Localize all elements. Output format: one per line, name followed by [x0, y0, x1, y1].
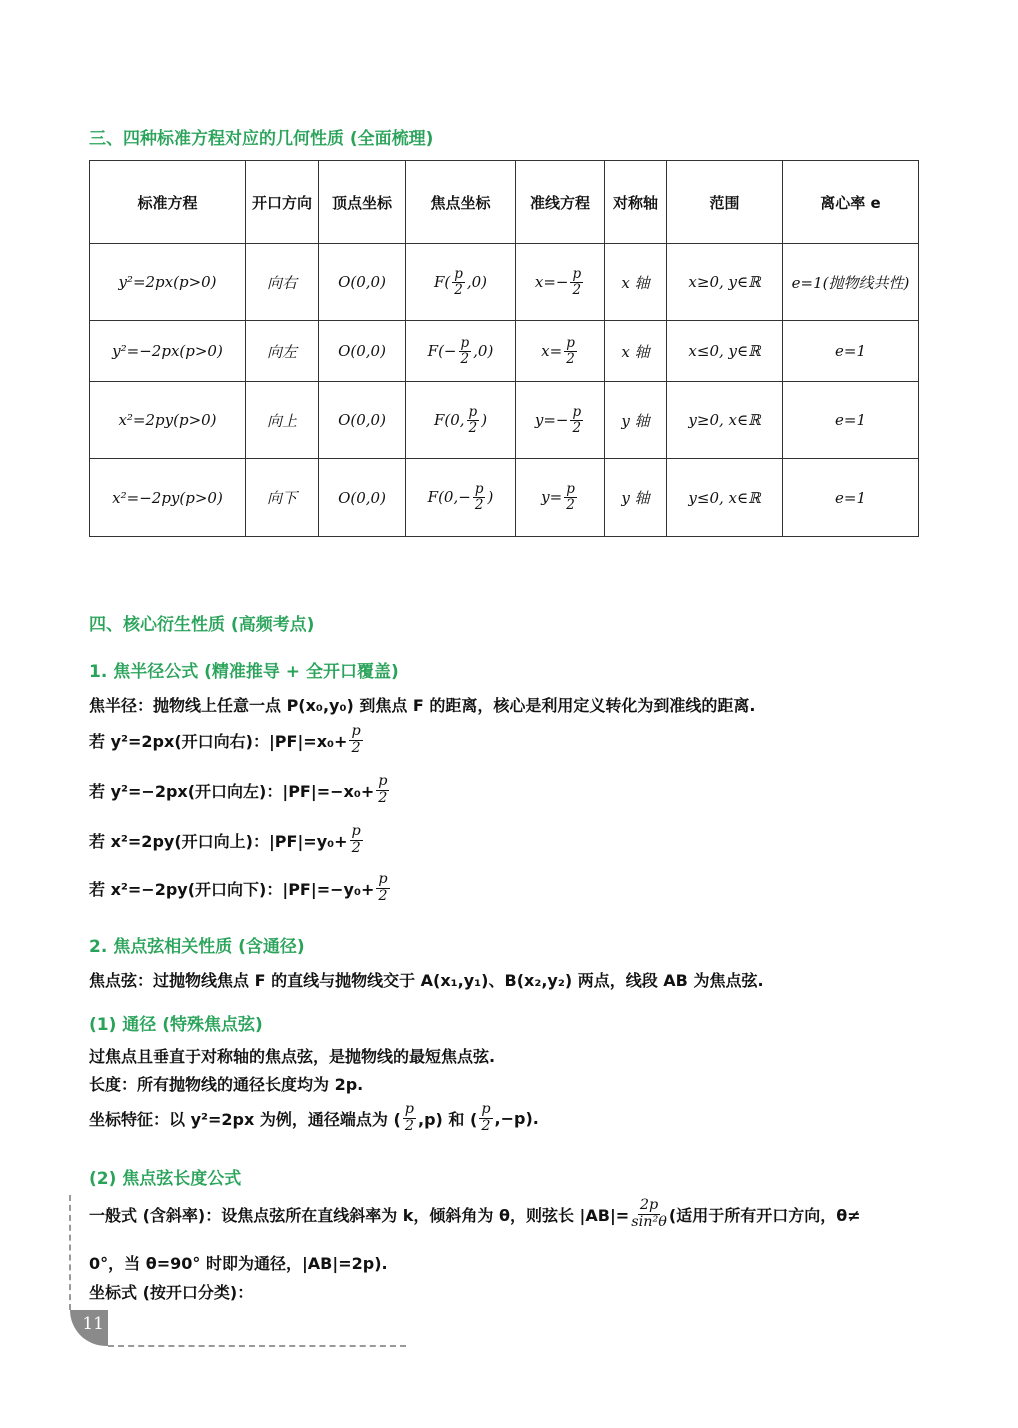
- section-heading: [89, 1164, 241, 1189]
- text-segment: y 轴: [621, 489, 650, 507]
- section-heading: [89, 932, 305, 957]
- text-segment: x≥0, y∈ℝ: [688, 273, 761, 291]
- text-segment: 向右: [266, 273, 297, 292]
- text-segment: 坐标式 (按开口分类)：: [89, 1283, 254, 1302]
- text-segment: 0°，当 θ=90° 时即为通径，|AB|=2p).: [89, 1254, 388, 1273]
- text-segment: 若 x²=−2py(开口向下)：|PF|=−y₀+: [89, 879, 375, 899]
- table-cell: [516, 459, 605, 537]
- column-header: 焦点坐标: [406, 161, 516, 244]
- table-cell: [783, 244, 919, 321]
- table-cell: [406, 459, 516, 537]
- text-line: [89, 693, 756, 716]
- table-cell: [319, 321, 406, 382]
- text-segment: x=−: [534, 272, 569, 291]
- text-segment: x 轴: [621, 342, 650, 361]
- numerator: p: [481, 1101, 491, 1117]
- numerator: p: [572, 403, 582, 420]
- section-heading: [89, 610, 314, 635]
- column-header: 对称轴: [605, 161, 667, 244]
- text-segment: 向左: [266, 342, 297, 361]
- text-segment: 焦点弦：过抛物线焦点 F 的直线与抛物线交于 A(x₁,y₁)、B(x₂,y₂) 两点，线段 AB 为焦点弦.: [89, 971, 764, 990]
- column-header: 顶点坐标: [319, 161, 406, 244]
- table-cell: [246, 321, 319, 382]
- numerator: 2p: [639, 1197, 659, 1213]
- numerator: p: [351, 723, 361, 739]
- table-cell: [605, 244, 667, 321]
- text-line: [89, 1044, 495, 1067]
- table-row: [90, 244, 919, 321]
- denominator: 2: [404, 1117, 414, 1134]
- numerator: p: [566, 334, 575, 351]
- text-segment: 向上: [266, 411, 297, 430]
- text-segment: ): [481, 410, 488, 429]
- table-cell: [605, 321, 667, 382]
- table-cell: [246, 382, 319, 459]
- text-segment: 2. 焦点弦相关性质 (含通径): [89, 937, 305, 957]
- text-segment: ,0): [466, 272, 488, 291]
- text-segment: ,p) 和 (: [418, 1109, 478, 1129]
- text-segment: e=1: [835, 411, 866, 429]
- text-segment: y²=−2px(p>0): [112, 342, 223, 360]
- dashed-border-left: [69, 1195, 71, 1310]
- fraction: [376, 774, 389, 807]
- page-number: 11: [70, 1310, 108, 1346]
- fraction: [376, 872, 389, 905]
- denominator: 2: [572, 419, 582, 436]
- table-cell: [783, 321, 919, 382]
- table-cell: [605, 382, 667, 459]
- text-segment: O(0,0): [338, 273, 386, 291]
- fraction: [349, 724, 362, 757]
- text-segment: x 轴: [621, 273, 650, 292]
- fraction: [452, 267, 465, 298]
- text-segment: e=1: [835, 342, 866, 360]
- column-header: 标准方程: [90, 161, 246, 244]
- text-segment: y=: [541, 488, 563, 506]
- table-cell: [90, 321, 246, 382]
- dashed-border-bottom: [108, 1345, 406, 1347]
- table-cell: [319, 244, 406, 321]
- text-segment: 长度：所有抛物线的通径长度均为 2p.: [89, 1075, 364, 1094]
- text-segment: 若 y²=−2px(开口向左)：|PF|=−x₀+: [89, 781, 375, 801]
- table-row: [90, 459, 919, 537]
- denominator: 2: [572, 281, 582, 298]
- text-line: [89, 1251, 388, 1274]
- denominator: sin²θ: [631, 1213, 667, 1230]
- numerator: p: [404, 1101, 414, 1117]
- table-cell: [667, 382, 783, 459]
- text-line: [89, 1102, 539, 1135]
- text-segment: ,0): [473, 341, 494, 360]
- table-cell: [516, 382, 605, 459]
- text-segment: 一般式 (含斜率)：设焦点弦所在直线斜率为 k，倾斜角为 θ，则弦长 |AB|=: [89, 1205, 630, 1225]
- table-cell: [516, 244, 605, 321]
- denominator: 2: [481, 1117, 491, 1134]
- text-segment: 若 x²=2py(开口向上)：|PF|=y₀+: [89, 831, 348, 851]
- table-cell: [605, 459, 667, 537]
- fraction: [564, 482, 577, 513]
- table-cell: [90, 382, 246, 459]
- column-header: 范围: [667, 161, 783, 244]
- table-cell: [516, 321, 605, 382]
- text-segment: F(: [433, 272, 451, 291]
- text-segment: 向下: [266, 489, 297, 507]
- fraction: [479, 1102, 492, 1135]
- numerator: p: [572, 265, 582, 282]
- denominator: 2: [460, 350, 470, 367]
- text-segment: 若 y²=2px(开口向右)：|PF|=x₀+: [89, 731, 348, 751]
- table-cell: [406, 321, 516, 382]
- text-segment: y 轴: [621, 411, 650, 430]
- text-segment: e=1(抛物线共性): [791, 273, 910, 292]
- text-line: [89, 774, 391, 807]
- text-line: [89, 1198, 861, 1231]
- numerator: p: [474, 481, 484, 498]
- fraction: [403, 1102, 416, 1135]
- section-heading: [89, 657, 399, 682]
- text-line: [89, 724, 365, 757]
- parabola-properties-table: [89, 160, 919, 537]
- table-cell: [783, 382, 919, 459]
- text-segment: ,−p).: [494, 1108, 539, 1128]
- table-cell: [246, 459, 319, 537]
- table-cell: [406, 244, 516, 321]
- text-segment: F(−: [427, 341, 457, 360]
- denominator: 2: [454, 281, 463, 298]
- numerator: p: [566, 481, 575, 498]
- denominator: 2: [468, 419, 478, 436]
- column-header: 离心率 e: [783, 161, 919, 244]
- denominator: 2: [351, 839, 361, 856]
- numerator: p: [460, 334, 470, 351]
- fraction: [467, 405, 480, 436]
- text-line: [89, 1280, 253, 1303]
- numerator: p: [351, 823, 361, 839]
- table-cell: [667, 244, 783, 321]
- text-segment: x²=2py(p>0): [118, 411, 217, 429]
- text-segment: F(0,: [433, 410, 465, 429]
- text-segment: O(0,0): [338, 411, 386, 429]
- text-segment: y≤0, x∈ℝ: [688, 488, 761, 507]
- fraction: [564, 336, 577, 367]
- text-segment: 1. 焦半径公式 (精准推导 + 全开口覆盖): [89, 662, 399, 682]
- text-segment: 坐标特征：以 y²=2px 为例，通径端点为 (: [89, 1109, 401, 1129]
- text-segment: y=−: [534, 410, 569, 429]
- text-line: [89, 824, 365, 857]
- text-line: [89, 872, 392, 905]
- table-row: [90, 321, 919, 382]
- denominator: 2: [378, 789, 388, 806]
- table-cell: [90, 244, 246, 321]
- text-segment: 四、核心衍生性质 (高频考点): [89, 615, 315, 635]
- text-segment: x²=−2py(p>0): [112, 488, 223, 507]
- numerator: p: [378, 773, 388, 789]
- column-header: 准线方程: [516, 161, 605, 244]
- numerator: p: [454, 265, 463, 282]
- denominator: 2: [474, 497, 484, 513]
- column-header: 开口方向: [246, 161, 319, 244]
- text-segment: (适用于所有开口方向，θ≠: [668, 1205, 861, 1225]
- table-cell: [667, 459, 783, 537]
- text-segment: y²=2px(p>0): [118, 273, 217, 291]
- text-segment: O(0,0): [338, 342, 386, 360]
- section-3-heading: 三、四种标准方程对应的几何性质 (全面梳理): [89, 129, 434, 149]
- table-cell: [319, 459, 406, 537]
- denominator: 2: [378, 887, 388, 904]
- fraction: [459, 336, 472, 367]
- section-heading: [89, 1010, 263, 1035]
- table-cell: [246, 244, 319, 321]
- text-segment: ): [487, 488, 494, 506]
- text-segment: e=1: [835, 488, 866, 507]
- table-cell: [406, 382, 516, 459]
- fraction: [570, 405, 583, 436]
- table-cell: [90, 459, 246, 537]
- text-segment: O(0,0): [338, 488, 386, 507]
- text-line: [89, 1072, 363, 1095]
- denominator: 2: [351, 739, 361, 756]
- fraction: [473, 482, 486, 513]
- text-segment: y≥0, x∈ℝ: [688, 411, 761, 429]
- table-cell: [667, 321, 783, 382]
- fraction: [631, 1198, 667, 1231]
- text-segment: F(0,−: [427, 488, 471, 506]
- text-segment: (1) 通径 (特殊焦点弦): [89, 1015, 263, 1035]
- fraction: [570, 267, 583, 298]
- text-segment: (2) 焦点弦长度公式: [89, 1169, 242, 1189]
- text-line: [89, 968, 764, 991]
- table-row: [90, 382, 919, 459]
- text-segment: x≤0, y∈ℝ: [688, 342, 761, 360]
- numerator: p: [378, 871, 388, 887]
- text-segment: x=: [541, 341, 563, 360]
- text-segment: 过焦点且垂直于对称轴的焦点弦，是抛物线的最短焦点弦.: [89, 1047, 496, 1066]
- fraction: [350, 824, 363, 857]
- table-header-row: [90, 161, 919, 244]
- denominator: 2: [566, 350, 575, 367]
- numerator: p: [468, 403, 478, 420]
- text-segment: 焦半径：抛物线上任意一点 P(x₀,y₀) 到焦点 F 的距离，核心是利用定义转化为到准线的距离.: [89, 696, 756, 715]
- table-cell: [319, 382, 406, 459]
- denominator: 2: [566, 497, 575, 513]
- table-cell: [783, 459, 919, 537]
